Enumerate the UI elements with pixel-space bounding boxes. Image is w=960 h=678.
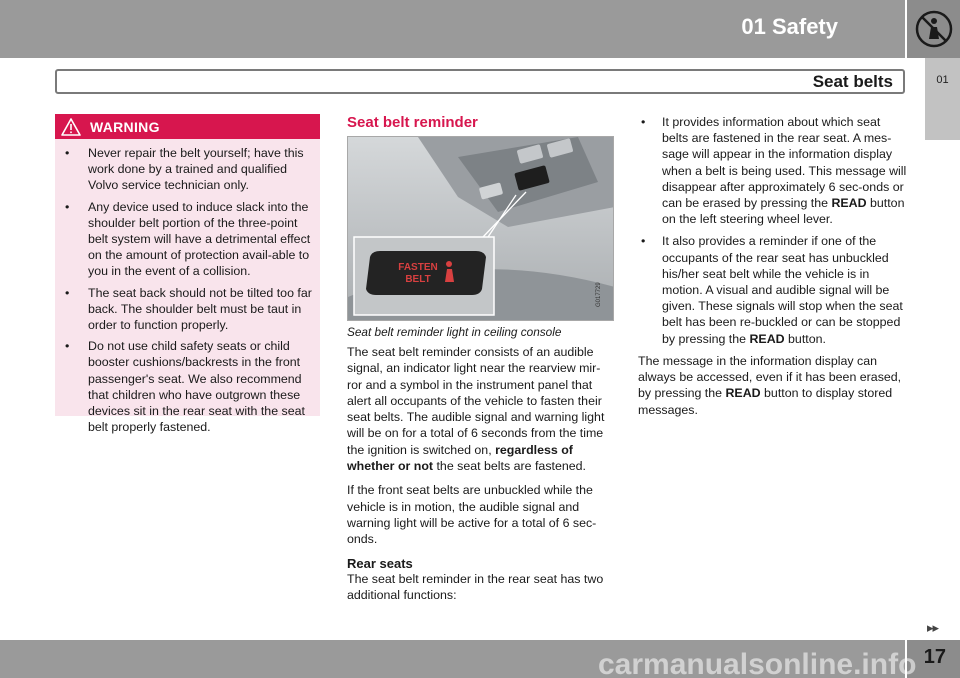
page-number: 17	[923, 646, 946, 668]
text-run: It also provides a reminder if one of the occupants of the rear seat has unbuckled his/her seat belt while the vehicle is in motion. A visual and audible signal will be given. These signals will stop when the seat belt has been re-buckled or can be stopped by pressing the	[662, 234, 903, 346]
belt-text: BELT	[405, 274, 431, 285]
seatbelt-safety-icon	[914, 9, 954, 49]
warning-list	[55, 139, 320, 435]
bold-text: READ	[831, 196, 867, 211]
fasten-text: FASTEN	[398, 262, 438, 273]
closing-paragraph	[638, 353, 908, 418]
text-run: The message in the information display can always be accessed, even if it has been erased, by pressing the	[638, 353, 902, 401]
text-run: It provides information about which seat belts are fastened in the rear seat. A mes-sage will appear in the information display when a belt is being used. This message will disappear after approximately 6 sec-onds or can be erased by pressing the	[662, 115, 907, 211]
reminder-paragraph-2: If the front seat belts are unbuckled while the vehicle is in motion, the audible signal and warning light will be active for a total of 6 sec-onds.	[347, 483, 597, 547]
rear-functions-column	[638, 114, 908, 426]
chapter-tab	[925, 58, 960, 140]
warning-box	[55, 114, 320, 435]
list-item	[65, 338, 312, 435]
list-item	[638, 233, 908, 346]
warning-item-text: Do not use child safety seats or child booster cushions/backrests in the front passenger's seat. We also recommend that children who have outgrown these devices sit in the rear seat with the seat belt properly fastened.	[88, 339, 305, 435]
reminder-heading: Seat belt reminder	[347, 114, 478, 131]
header-band	[0, 0, 905, 58]
seatbelt-symbol-icon	[446, 261, 452, 267]
warning-item-text: The seat back should not be tilted too far back. The shoulder belt must be taut in order to function properly.	[88, 285, 312, 333]
warning-item-text: Any device used to induce slack into the shoulder belt portion of the three-point belt system will have a detrimental effect on the amount of protection avail-able to you in the event of a collision.	[88, 199, 311, 279]
bullet-icon: •	[641, 115, 646, 129]
text-run: button to display stored messages.	[638, 386, 893, 417]
reminder-column	[347, 114, 615, 611]
reminder-paragraph-1	[347, 344, 615, 474]
bullet-icon: •	[65, 199, 70, 214]
warning-title: WARNING	[90, 118, 160, 135]
ceiling-console-drawing	[348, 137, 614, 321]
list-item	[65, 199, 312, 280]
icon-box	[907, 0, 960, 58]
list-item	[65, 285, 312, 334]
rear-seats-heading: Rear seats	[347, 555, 413, 571]
bullet-icon: •	[65, 285, 70, 300]
bullet-icon: •	[65, 146, 70, 160]
chapter-tab-label: 01	[936, 74, 949, 86]
section-title: Seat belts	[812, 72, 893, 91]
watermark: carmanualsonline.info	[598, 648, 917, 678]
list-item	[638, 114, 908, 227]
text-run: button.	[784, 331, 826, 346]
figure-caption: Seat belt reminder light in ceiling console	[347, 325, 562, 339]
bold-text: regardless of whether or not	[347, 442, 573, 474]
ceiling-console-illustration	[347, 136, 614, 321]
figure-code: G017729	[596, 282, 602, 307]
warning-triangle-icon	[61, 118, 81, 136]
warning-item-text: Never repair the belt yourself; have this work done by a trained and qualified Volvo service technician only.	[88, 146, 304, 193]
chapter-title: 01 Safety	[741, 14, 838, 39]
bullet-icon: •	[641, 234, 646, 249]
rear-seats-text: The seat belt reminder in the rear seat has two additional functions:	[347, 571, 604, 602]
text-run: button on the left steering wheel lever.	[662, 196, 905, 227]
next-page-arrows-icon: ▸▸	[927, 620, 939, 635]
text-run: the seat belts are fastened.	[433, 459, 586, 474]
rear-functions-list	[638, 114, 908, 347]
bold-text: READ	[725, 386, 761, 401]
section-bar	[55, 69, 905, 94]
text-run: The seat belt reminder consists of an audible signal, an indicator light near the rearview mir-ror and a symbol in the instrument panel that alert all occupants of the vehicle to fasten their seat belts. The audible signal and warning light will be on for a total of 6 seconds from the time the ignition is switched on,	[347, 345, 605, 457]
bold-text: READ	[749, 331, 785, 346]
warning-header	[55, 114, 320, 139]
list-item	[65, 145, 312, 194]
bullet-icon: •	[65, 339, 70, 354]
